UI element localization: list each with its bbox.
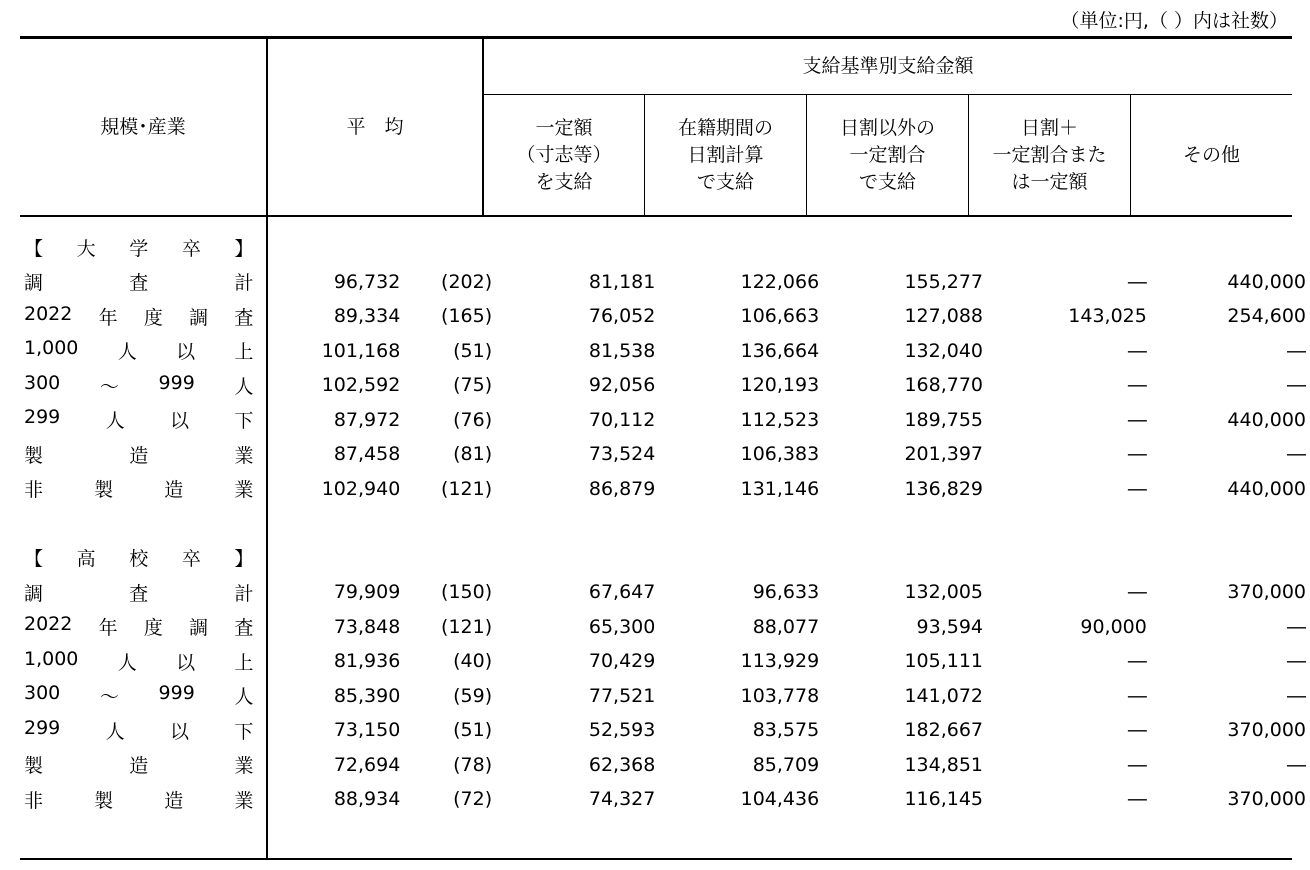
label-part: 非 <box>24 479 44 502</box>
label-part: 査 <box>234 306 254 329</box>
table-row <box>20 713 1310 748</box>
company-count: (72) <box>453 788 493 811</box>
daily-plus-value: ― <box>1127 650 1147 673</box>
average-value: 102,940 <box>321 477 401 500</box>
label-part: 高 <box>76 548 96 571</box>
label-part: 造 <box>129 755 149 778</box>
row-label <box>20 713 261 748</box>
average-value: 85,390 <box>333 684 401 707</box>
company-count: (150) <box>441 581 493 604</box>
fixed-amount-value: 74,327 <box>588 788 656 811</box>
label-part: 業 <box>234 479 254 502</box>
label-part: 製 <box>94 479 114 502</box>
label-part: 以 <box>176 651 196 674</box>
fixed-ratio-value: 127,088 <box>904 305 984 328</box>
label-part: 卒 <box>181 237 201 260</box>
daily-calc-value: 120,193 <box>740 374 820 397</box>
daily-plus-value: ― <box>1127 270 1147 293</box>
table-row <box>20 437 1310 472</box>
daily-plus-value: ― <box>1127 374 1147 397</box>
other-value: ― <box>1287 615 1306 638</box>
label-part: 以 <box>170 720 190 743</box>
table-row <box>20 644 1310 679</box>
label-part: 】 <box>234 237 254 260</box>
section-title <box>20 230 261 265</box>
empty-cell <box>261 230 400 265</box>
daily-calc-value: 112,523 <box>740 408 820 431</box>
daily-plus-value: ― <box>1127 408 1147 431</box>
other-value: 440,000 <box>1227 477 1306 500</box>
company-count: (78) <box>453 753 493 776</box>
company-count: (51) <box>453 719 493 742</box>
empty-cell <box>400 541 498 576</box>
empty-cell <box>498 541 661 576</box>
fixed-ratio-value: 141,072 <box>904 684 984 707</box>
fixed-amount-value: 52,593 <box>588 719 656 742</box>
table-row <box>20 334 1310 369</box>
header-other: その他 <box>1182 144 1240 166</box>
row-label <box>20 644 261 679</box>
label-part: 校 <box>129 548 149 571</box>
daily-plus-value: ― <box>1127 788 1147 811</box>
label-part: 人 <box>234 375 254 398</box>
average-value: 72,694 <box>333 753 401 776</box>
fixed-amount-value: 70,112 <box>588 408 656 431</box>
daily-plus-value: ― <box>1127 339 1147 362</box>
section-title-row <box>20 541 1310 576</box>
empty-cell <box>261 541 400 576</box>
label-part: 上 <box>234 341 254 364</box>
empty-cell <box>825 541 989 576</box>
header-fixed-ratio: 日割以外の 一定割合 で支給 <box>839 117 935 193</box>
fixed-amount-value: 86,879 <box>588 477 656 500</box>
label-part: 査 <box>234 617 254 640</box>
table-row <box>20 299 1310 334</box>
label-part: 人 <box>105 410 125 433</box>
daily-plus-value: ― <box>1127 684 1147 707</box>
label-part: 1,000 <box>24 647 79 670</box>
fixed-amount-value: 73,524 <box>588 443 656 466</box>
header-bottom-rule <box>20 215 1292 217</box>
other-value: 370,000 <box>1227 788 1306 811</box>
average-value: 73,848 <box>333 615 401 638</box>
fixed-ratio-value: 201,397 <box>904 443 984 466</box>
company-count: (59) <box>453 684 493 707</box>
header-daily-calc: 在籍期間の 日割計算 で支給 <box>677 117 773 193</box>
label-part: 以 <box>170 410 190 433</box>
label-part: 調 <box>24 582 44 605</box>
label-part: 業 <box>234 755 254 778</box>
fixed-amount-value: 77,521 <box>588 684 656 707</box>
row-label <box>20 782 261 817</box>
fixed-amount-value: 67,647 <box>588 581 656 604</box>
label-part: 299 <box>24 716 61 739</box>
row-label <box>20 610 261 645</box>
daily-plus-value: ― <box>1127 443 1147 466</box>
other-value: 440,000 <box>1227 408 1306 431</box>
average-value: 81,936 <box>333 650 401 673</box>
fixed-ratio-value: 189,755 <box>904 408 984 431</box>
label-part: 】 <box>234 548 254 571</box>
table-row <box>20 575 1310 610</box>
company-count: (40) <box>453 650 493 673</box>
fixed-ratio-value: 105,111 <box>904 650 984 673</box>
fixed-amount-value: 81,181 <box>588 270 656 293</box>
average-value: 89,334 <box>333 305 401 328</box>
row-label <box>20 403 261 438</box>
other-value: ― <box>1287 443 1306 466</box>
fixed-amount-value: 70,429 <box>588 650 656 673</box>
spacer-row <box>20 506 1310 541</box>
label-part: 業 <box>234 789 254 812</box>
label-part: 調 <box>189 617 209 640</box>
label-part: 業 <box>234 444 254 467</box>
daily-plus-value: ― <box>1127 581 1147 604</box>
daily-calc-value: 136,664 <box>740 339 820 362</box>
empty-cell <box>661 230 825 265</box>
label-part: 上 <box>234 651 254 674</box>
row-label <box>20 575 261 610</box>
daily-plus-value: ― <box>1127 477 1147 500</box>
other-value: 370,000 <box>1227 719 1306 742</box>
spacer-cell <box>20 506 1310 541</box>
group-underline <box>483 94 1292 95</box>
label-part: 299 <box>24 406 61 429</box>
fixed-ratio-value: 155,277 <box>904 270 984 293</box>
row-label <box>20 334 261 369</box>
daily-plus-value: ― <box>1127 753 1147 776</box>
average-value: 102,592 <box>321 374 401 397</box>
fixed-ratio-value: 93,594 <box>916 615 984 638</box>
label-part: 製 <box>24 755 44 778</box>
empty-cell <box>825 230 989 265</box>
table-row <box>20 265 1310 300</box>
label-part: 度 <box>143 306 163 329</box>
label-part: 300 <box>24 371 61 394</box>
fixed-amount-value: 65,300 <box>588 615 656 638</box>
fixed-ratio-value: 132,005 <box>904 581 984 604</box>
fixed-amount-value: 76,052 <box>588 305 656 328</box>
table-row <box>20 368 1310 403</box>
empty-cell <box>400 230 498 265</box>
other-value: ― <box>1287 374 1306 397</box>
company-count: (76) <box>453 408 493 431</box>
fixed-amount-value: 62,368 <box>588 753 656 776</box>
company-count: (165) <box>441 305 493 328</box>
table-row <box>20 782 1310 817</box>
row-label <box>20 368 261 403</box>
header-fixed-amount: 一定額 （寸志等） を支給 <box>516 117 612 193</box>
empty-cell <box>989 230 1153 265</box>
label-part: 999 <box>158 371 195 394</box>
label-part: 学 <box>129 237 149 260</box>
average-value: 101,168 <box>321 339 401 362</box>
label-part: 卒 <box>181 548 201 571</box>
table-row <box>20 472 1310 507</box>
daily-calc-value: 103,778 <box>740 684 820 707</box>
label-part: 査 <box>129 272 149 295</box>
table-row <box>20 610 1310 645</box>
fixed-ratio-value: 168,770 <box>904 374 984 397</box>
label-part: 【 <box>24 548 44 571</box>
company-count: (121) <box>441 477 493 500</box>
other-value: ― <box>1287 753 1306 776</box>
label-part: ～ <box>99 686 119 709</box>
fixed-amount-value: 81,538 <box>588 339 656 362</box>
table-row <box>20 748 1310 783</box>
label-part: 300 <box>24 682 61 705</box>
average-value: 73,150 <box>333 719 401 742</box>
daily-calc-value: 106,663 <box>740 305 820 328</box>
label-part: 年 <box>98 617 118 640</box>
daily-calc-value: 113,929 <box>740 650 820 673</box>
empty-cell <box>661 541 825 576</box>
other-value: ― <box>1287 650 1306 673</box>
label-part: 人 <box>105 720 125 743</box>
label-part: 製 <box>94 789 114 812</box>
label-part: 調 <box>189 306 209 329</box>
daily-calc-value: 104,436 <box>740 788 820 811</box>
label-part: 製 <box>24 444 44 467</box>
other-value: 370,000 <box>1227 581 1306 604</box>
label-part: 年 <box>98 306 118 329</box>
label-part: 下 <box>234 720 254 743</box>
header-label: 規模･産業 <box>100 115 186 138</box>
section-title <box>20 541 261 576</box>
row-label <box>20 472 261 507</box>
label-part: 調 <box>24 272 44 295</box>
daily-plus-value: 143,025 <box>1068 305 1147 328</box>
row-label <box>20 748 261 783</box>
label-part: 2022 <box>24 613 73 636</box>
empty-cell <box>1153 230 1310 265</box>
label-part: 人 <box>117 341 137 364</box>
daily-calc-value: 106,383 <box>740 443 820 466</box>
daily-calc-value: 83,575 <box>752 719 820 742</box>
fixed-amount-value: 92,056 <box>588 374 656 397</box>
label-part: 計 <box>234 582 254 605</box>
average-value: 79,909 <box>333 581 401 604</box>
label-part: 2022 <box>24 302 73 325</box>
label-part: 大 <box>76 237 96 260</box>
label-part: 計 <box>234 272 254 295</box>
header-group-title: 支給基準別支給金額 <box>802 55 974 77</box>
company-count: (121) <box>441 615 493 638</box>
other-value: ― <box>1287 339 1306 362</box>
label-part: 人 <box>117 651 137 674</box>
label-part: 以 <box>176 341 196 364</box>
fixed-ratio-value: 116,145 <box>904 788 984 811</box>
average-value: 87,458 <box>333 443 401 466</box>
label-part: 【 <box>24 237 44 260</box>
daily-calc-value: 96,633 <box>752 581 820 604</box>
table-row <box>20 679 1310 714</box>
label-part: 1,000 <box>24 337 79 360</box>
label-part: 造 <box>164 479 184 502</box>
company-count: (81) <box>453 443 493 466</box>
other-value: 254,600 <box>1227 305 1306 328</box>
company-count: (202) <box>441 270 493 293</box>
daily-plus-value: 90,000 <box>1080 615 1147 638</box>
fixed-ratio-value: 132,040 <box>904 339 984 362</box>
other-value: 440,000 <box>1227 270 1306 293</box>
daily-calc-value: 88,077 <box>752 615 820 638</box>
row-label <box>20 437 261 472</box>
fixed-ratio-value: 136,829 <box>904 477 984 500</box>
empty-cell <box>498 230 661 265</box>
label-part: 造 <box>164 789 184 812</box>
daily-calc-value: 122,066 <box>740 270 820 293</box>
label-part: 造 <box>129 444 149 467</box>
data-table <box>20 230 1310 817</box>
label-part: 下 <box>234 410 254 433</box>
average-value: 87,972 <box>333 408 401 431</box>
row-label <box>20 265 261 300</box>
daily-calc-value: 85,709 <box>752 753 820 776</box>
empty-cell <box>989 541 1153 576</box>
daily-plus-value: ― <box>1127 719 1147 742</box>
label-part: 999 <box>158 682 195 705</box>
label-part: ～ <box>99 375 119 398</box>
label-part: 人 <box>234 686 254 709</box>
section-title-row <box>20 230 1310 265</box>
company-count: (75) <box>453 374 493 397</box>
average-value: 88,934 <box>333 788 401 811</box>
row-label <box>20 679 261 714</box>
label-part: 度 <box>143 617 163 640</box>
label-part: 査 <box>129 582 149 605</box>
row-label <box>20 299 261 334</box>
fixed-ratio-value: 134,851 <box>904 753 984 776</box>
label-part: 非 <box>24 789 44 812</box>
header-daily-plus: 日割＋ 一定割合また は一定額 <box>992 117 1107 193</box>
unit-note: （単位:円,（ ）内は社数） <box>1060 10 1288 32</box>
fixed-ratio-value: 182,667 <box>904 719 984 742</box>
other-value: ― <box>1287 684 1306 707</box>
header-average: 平 均 <box>346 115 404 138</box>
bottom-rule <box>20 858 1292 860</box>
table-row <box>20 403 1310 438</box>
empty-cell <box>1153 541 1310 576</box>
company-count: (51) <box>453 339 493 362</box>
average-value: 96,732 <box>333 270 401 293</box>
daily-calc-value: 131,146 <box>740 477 820 500</box>
